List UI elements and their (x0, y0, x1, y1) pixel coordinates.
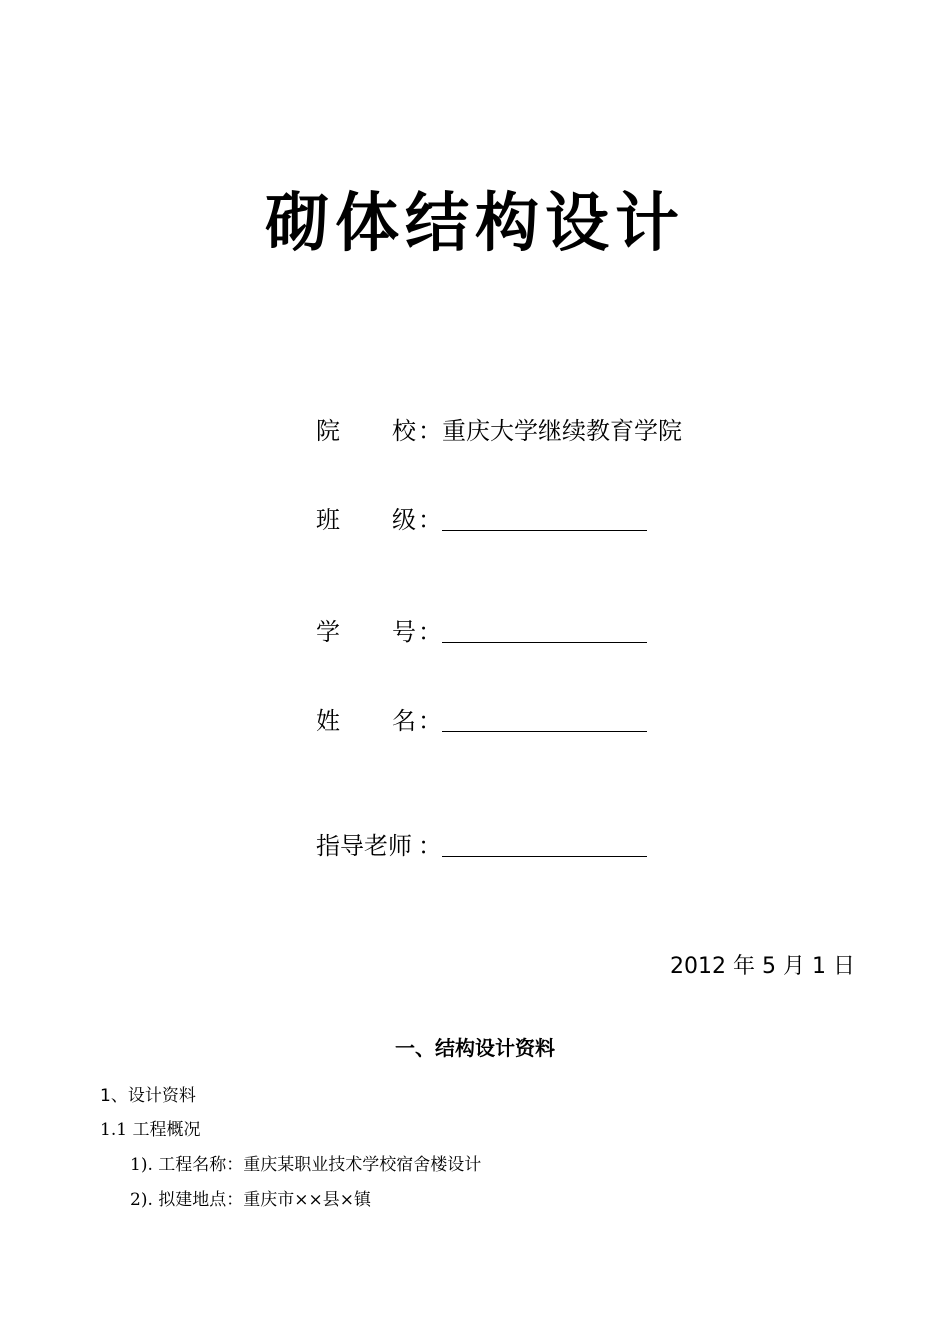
field-name-colon: ： (418, 707, 442, 735)
heading-1-1: 1.1 工程概况 (100, 1120, 201, 1140)
list-item: 2). 拟建地点：重庆市××县×镇 (130, 1190, 371, 1210)
heading-1: 1、设计资料 (100, 1086, 196, 1106)
field-student-id-label-char-1: 学 (316, 618, 340, 646)
cover-date: 2012 年 5 月 1 日 (670, 954, 855, 979)
cover-title: 砌体结构设计 (265, 186, 685, 261)
field-class-label-char-1: 班 (316, 506, 340, 534)
field-class-label-char-2: 级 (392, 506, 416, 534)
field-advisor-colon: ： (418, 832, 442, 860)
field-student-id-label-char-2: 号 (392, 618, 416, 646)
field-school-label-char-2: 校 (392, 417, 416, 445)
field-name-label-char-1: 姓 (316, 707, 340, 735)
field-class-colon: ： (418, 506, 442, 534)
field-class-blank-line (442, 530, 647, 531)
list-item: 1). 工程名称：重庆某职业技术学校宿舍楼设计 (130, 1155, 482, 1175)
field-school-label-char-1: 院 (316, 417, 340, 445)
field-advisor-label: 指导老师 (316, 832, 412, 860)
field-student-id-colon: ： (418, 618, 442, 646)
field-school-colon: ： (418, 417, 442, 445)
field-name-blank-line (442, 731, 647, 732)
field-school-value: 重庆大学继续教育学院 (442, 417, 682, 445)
field-name-label-char-2: 名 (392, 707, 416, 735)
field-advisor-blank-line (442, 856, 647, 857)
section-title: 一、结构设计资料 (395, 1036, 555, 1060)
field-student-id-blank-line (442, 642, 647, 643)
